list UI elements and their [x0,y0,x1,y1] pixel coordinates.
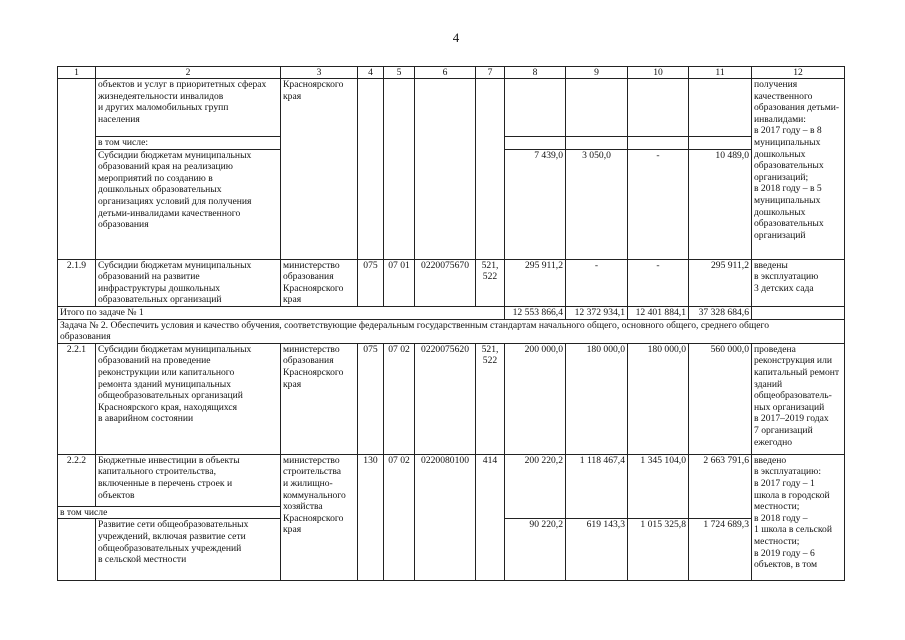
cell-csr: 0220080100 [415,454,476,581]
cell-description: Развитие сети общеобразовательных учреждений, включая развитие сети общеобразовательных учреждений в сельской местности [96,519,281,581]
header-cell: 2 [96,67,281,79]
cell-amount-total: 295 911,2 [689,259,752,306]
cell-amount-total: 560 000,0 [689,343,752,454]
header-cell: 8 [505,67,566,79]
cell-number: 2.2.1 [58,343,96,454]
header-cell: 12 [752,67,845,79]
cell-amount-2019: - [628,259,689,306]
cell-amount-2019: 1 015 325,8 [628,519,689,581]
header-cell: 11 [689,67,752,79]
cell-amount-2017: 7 439,0 [505,149,566,259]
cell-description: в том числе: [96,137,281,150]
cell-amount-total: 1 724 689,3 [689,519,752,581]
cell-grbs: 075 [358,343,384,454]
cell-empty [566,79,628,137]
cell-result: введено в эксплуатацию: в 2017 году – 1 школа в городской местности; в 2018 году – 1 школа в сельской местности; в 2019 году – 6 объектов, в том [752,454,845,581]
cell-description: объектов и услуг в приоритетных сферах жизнедеятельности инвалидов и других маломобильных групп населения [96,79,281,137]
header-cell: 4 [358,67,384,79]
cell-rzpr: 07 01 [384,259,415,306]
cell-amount-2019: 1 345 104,0 [628,454,689,519]
cell-description: Субсидии бюджетам муниципальных образований на развитие инфраструктуры дошкольных образовательных организаций [96,259,281,306]
cell-executor: министерство строительства и жилищно- коммунального хозяйства Красноярского края [281,454,358,581]
header-cell: 3 [281,67,358,79]
cell-amount-2018: 3 050,0 [566,149,628,259]
cell-result: получения качественного образования детьми- инвалидами: в 2017 году – в 8 муниципальных дошкольных образовательных организаций; в 2018 году – в 5 муниципальных дошкольных образовательных организаций [752,79,845,260]
page-number: 4 [452,30,460,45]
table-row [58,454,845,506]
cell-empty [384,79,415,260]
task-row [58,319,845,343]
cell-result: введены в эксплуатацию 3 детских сада [752,259,845,306]
cell-rzpr: 07 02 [384,343,415,454]
cell-amount-2018: 1 118 467,4 [566,454,628,519]
cell-grbs: 130 [358,454,384,581]
cell-amount-2019: 180 000,0 [628,343,689,454]
header-row [58,67,845,79]
cell-amount-2019: - [628,149,689,259]
table-row [58,343,845,454]
total-2017: 12 553 866,4 [505,306,566,319]
total-label: Итого по задаче № 1 [58,306,505,319]
cell-empty [628,137,689,150]
cell-csr: 0220075670 [415,259,476,306]
header-cell: 6 [415,67,476,79]
cell-empty [58,519,96,581]
cell-rzpr: 07 02 [384,454,415,581]
cell-grbs: 075 [358,259,384,306]
cell-executor: Красноярского края [281,79,358,260]
total-row [58,306,845,319]
cell-vr: 521, 522 [476,343,505,454]
cell-amount-total: 2 663 791,6 [689,454,752,519]
header-cell: 7 [476,67,505,79]
cell-vr: 521, 522 [476,259,505,306]
header-cell: 9 [566,67,628,79]
header-cell: 10 [628,67,689,79]
cell-number: 2.2.2 [58,454,96,506]
cell-vr: 414 [476,454,505,581]
program-table [57,66,845,581]
cell-amount-2018: 619 143,3 [566,519,628,581]
cell-amount-2018: 180 000,0 [566,343,628,454]
cell-empty [358,79,384,260]
cell-number: 2.1.9 [58,259,96,306]
cell-description: Субсидии бюджетам муниципальных образований на проведение реконструкции или капитального ремонта зданий муниципальных общеобразовательных организаций Красноярского края, находящихся в аварийном состоянии [96,343,281,454]
cell-empty [689,79,752,137]
cell-amount-2017: 90 220,2 [505,519,566,581]
cell-amount-2017: 295 911,2 [505,259,566,306]
cell-result: проведена реконструкция или капитальный ремонт зданий общеобразователь- ных организаций в 2017–2019 годах 7 организаций ежегодно [752,343,845,454]
header-cell: 5 [384,67,415,79]
cell-csr: 0220075620 [415,343,476,454]
cell-empty [628,79,689,137]
total-sum: 37 328 684,6 [689,306,752,319]
table-row [58,79,845,137]
table-row [58,259,845,306]
cell-empty [566,137,628,150]
total-2019: 12 401 884,1 [628,306,689,319]
cell-empty [476,79,505,260]
cell-description: Субсидии бюджетам муниципальных образований края на реализацию мероприятий по созданию в дошкольных образовательных организациях условий для получения детьми-инвалидами качественного образования [96,149,281,259]
cell-empty [752,306,845,319]
task-title: Задача № 2. Обеспечить условия и качество обучения, соответствующие федеральным государственным стандартам начального общего, основного общего, среднего общего образования [58,319,845,343]
cell-empty [58,79,96,260]
cell-empty [689,137,752,150]
cell-executor: министерство образования Красноярского края [281,343,358,454]
cell-amount-2017: 200 000,0 [505,343,566,454]
header-cell: 1 [58,67,96,79]
cell-empty [505,79,566,137]
cell-empty [415,79,476,260]
cell-amount-2018: - [566,259,628,306]
total-2018: 12 372 934,1 [566,306,628,319]
cell-executor: министерство образования Красноярского края [281,259,358,306]
cell-description: Бюджетные инвестиции в объекты капитального строительства, включенные в перечень строек и объектов [96,454,281,506]
cell-empty [505,137,566,150]
cell-amount-2017: 200 220,2 [505,454,566,519]
cell-amount-total: 10 489,0 [689,149,752,259]
cell-label: в том числе [58,506,281,519]
